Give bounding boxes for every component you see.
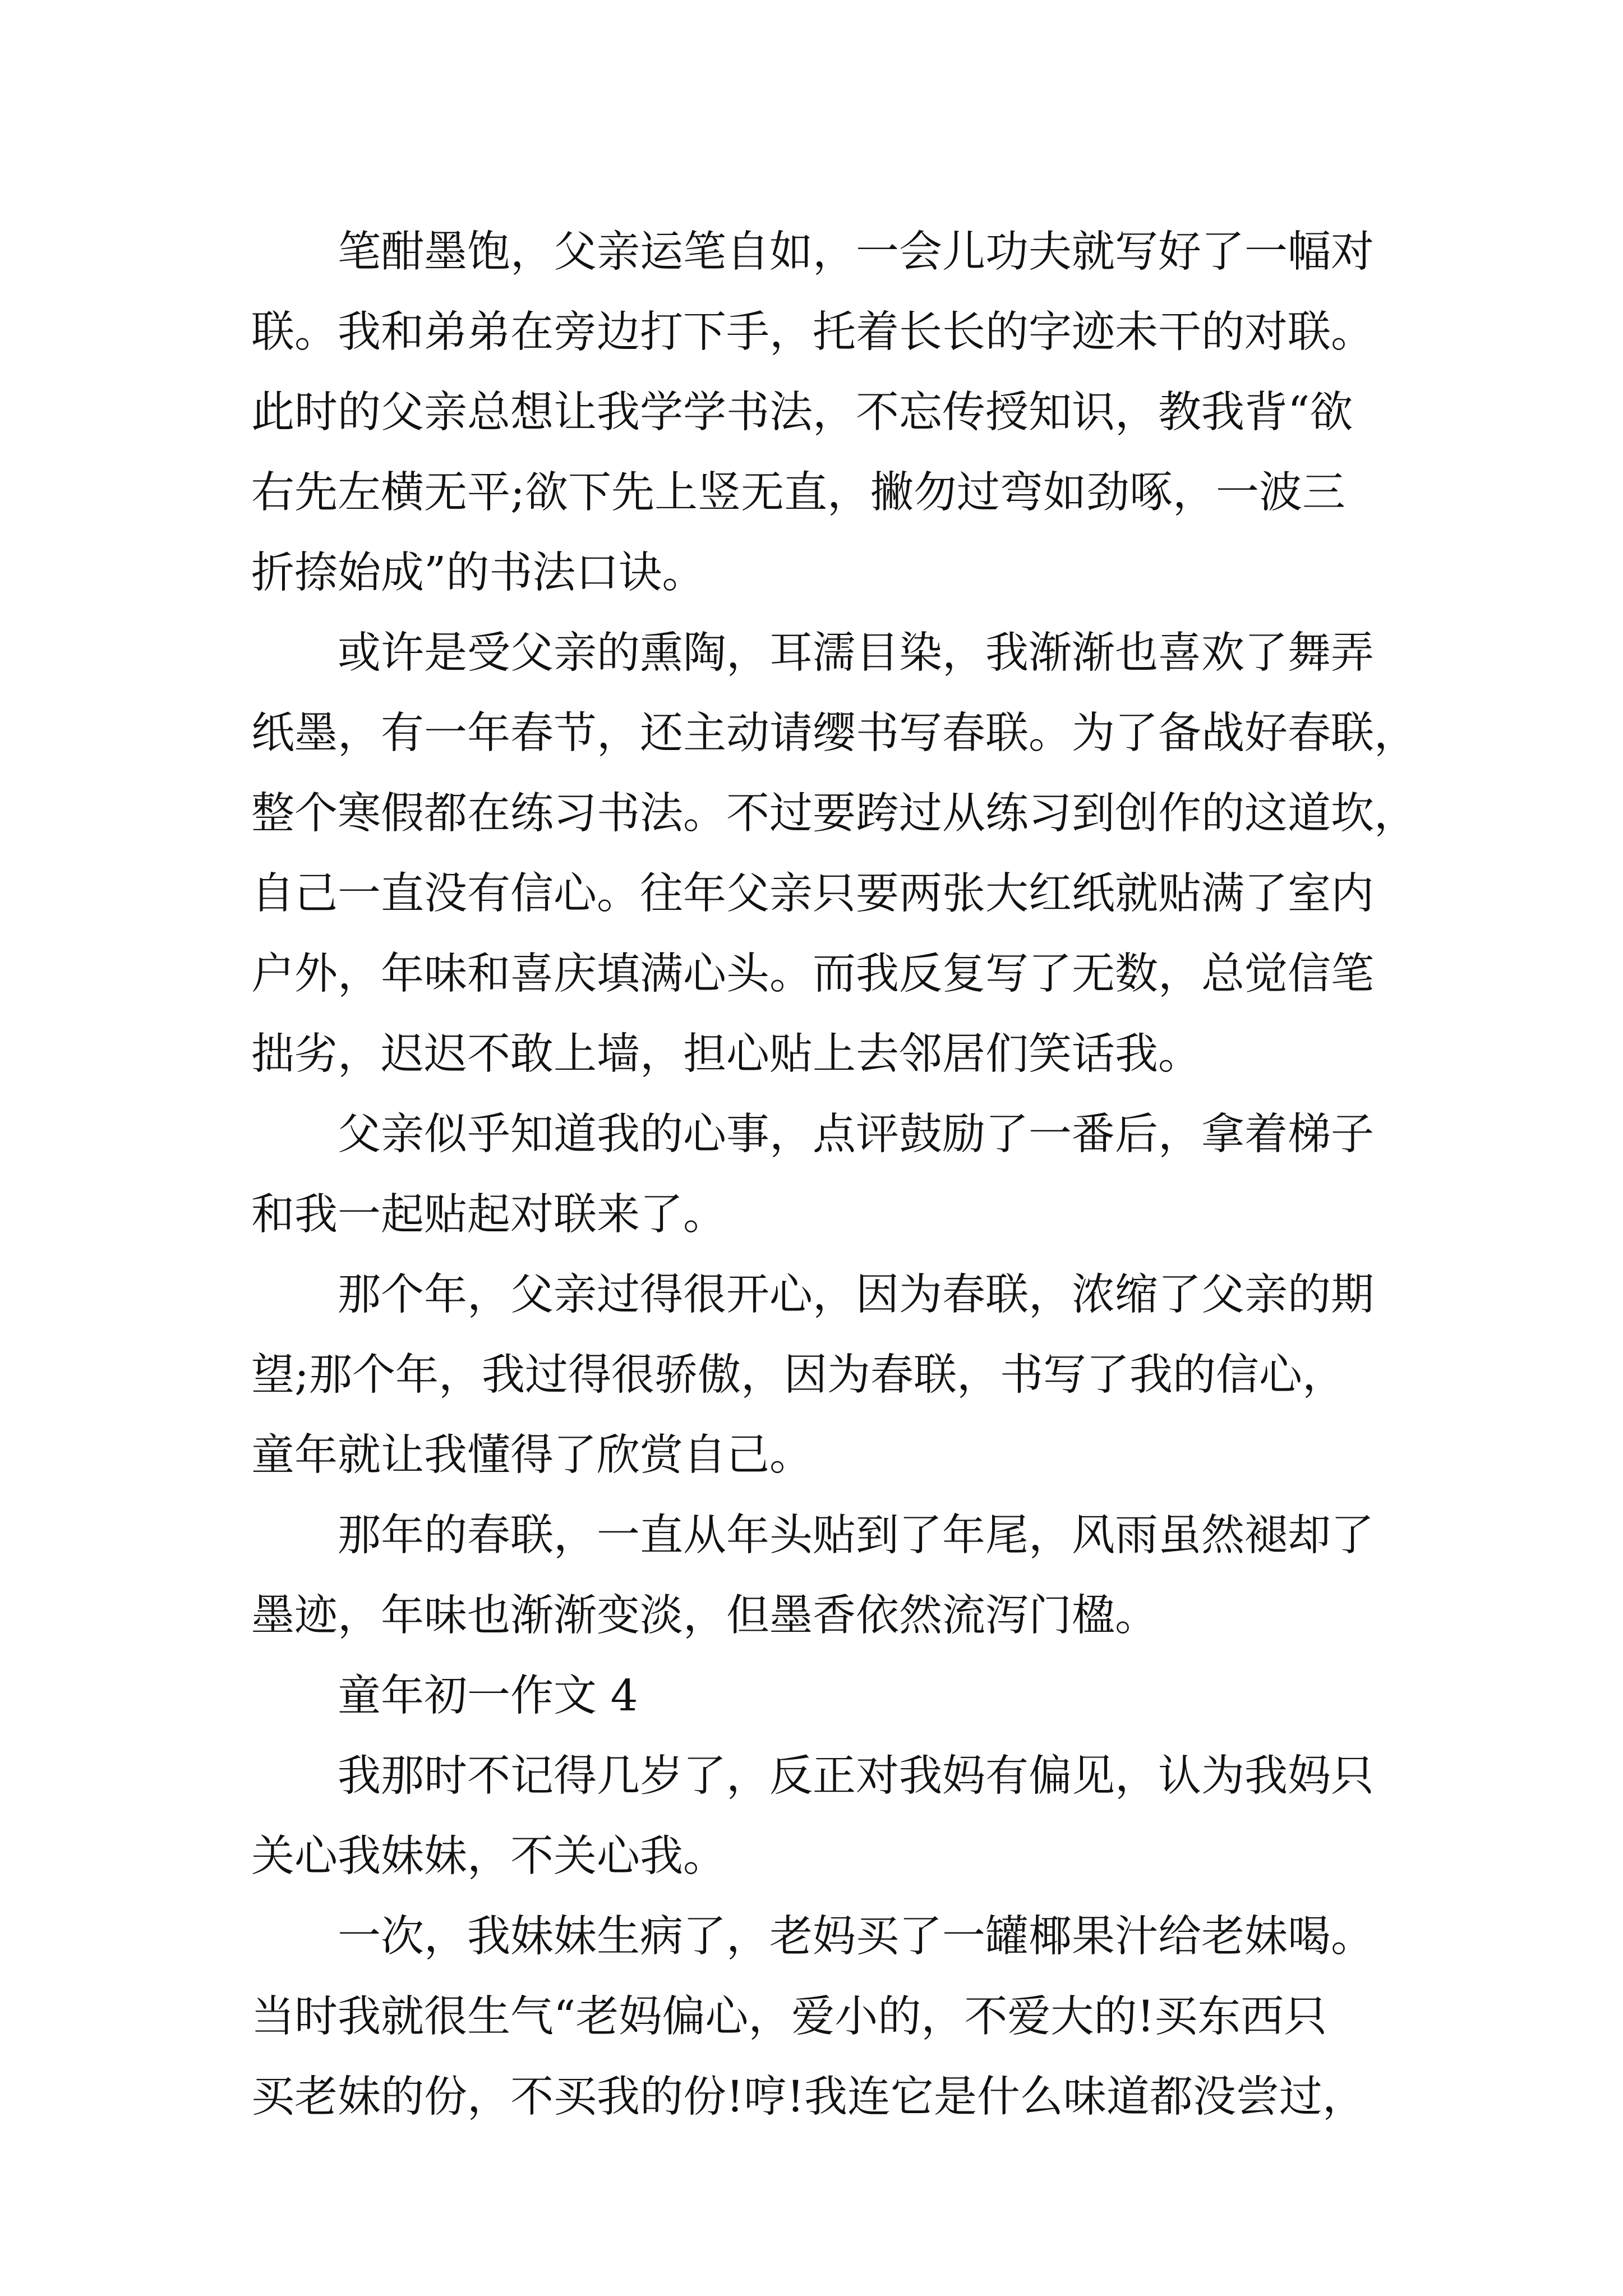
text-line: 父亲似乎知道我的心事，点评鼓励了一番后，拿着梯子 (338, 1110, 1374, 1159)
text-line: 右先左横无平;欲下先上竖无直，撇勿过弯如劲啄，一波三 (251, 468, 1345, 518)
text-line: 那年的春联，一直从年头贴到了年尾，风雨虽然褪却了 (338, 1511, 1374, 1561)
document-body (251, 212, 1417, 2137)
text-line: 此时的父亲总想让我学学书法，不忘传授知识，教我背“欲 (251, 388, 1353, 438)
text-line: 折捺始成”的书法口诀。 (251, 548, 706, 598)
text-line: 纸墨，有一年春节，还主动请缨书写春联。为了备战好春联， (251, 708, 1417, 758)
paragraph-3 (251, 1094, 1373, 1255)
section-heading (251, 1656, 1373, 1736)
text-line: 当时我就很生气“老妈偏心，爱小的，不爱大的!买东西只 (251, 1992, 1327, 2042)
text-line: 望;那个年，我过得很骄傲，因为春联，书写了我的信心， (251, 1350, 1345, 1400)
paragraph-7 (251, 1897, 1373, 2137)
text-line: 整个寒假都在练习书法。不过要跨过从练习到创作的这道坎， (251, 789, 1417, 839)
text-line: 笔酣墨饱，父亲运笔自如，一会儿功夫就写好了一幅对 (338, 227, 1374, 277)
heading-line: 童年初一作文 4 (338, 1671, 638, 1721)
text-line: 一次，我妹妹生病了，老妈买了一罐椰果汁给老妹喝。 (338, 1912, 1374, 1962)
text-line: 关心我妹妹，不关心我。 (251, 1832, 726, 1881)
paragraph-5 (251, 1496, 1373, 1656)
paragraph-6 (251, 1736, 1373, 1897)
text-line: 童年就让我懂得了欣赏自己。 (251, 1430, 813, 1480)
text-line: 或许是受父亲的熏陶，耳濡目染，我渐渐也喜欢了舞弄 (338, 628, 1374, 678)
text-line: 和我一起贴起对联来了。 (251, 1190, 726, 1240)
text-line: 墨迹，年味也渐渐变淡，但墨香依然流泻门楹。 (251, 1591, 1158, 1641)
text-line: 拙劣，迟迟不敢上墙，担心贴上去邻居们笑话我。 (251, 1029, 1201, 1079)
text-line: 我那时不记得几岁了，反正对我妈有偏见，认为我妈只 (338, 1751, 1374, 1801)
text-line: 买老妹的份，不买我的份!哼!我连它是什么味道都没尝过， (251, 2072, 1366, 2122)
text-line: 联。我和弟弟在旁边打下手，托着长长的字迹未干的对联。 (251, 307, 1374, 357)
text-line: 自己一直没有信心。往年父亲只要两张大红纸就贴满了室内 (251, 869, 1374, 919)
paragraph-2 (251, 613, 1417, 1094)
text-line: 那个年，父亲过得很开心，因为春联，浓缩了父亲的期 (338, 1270, 1374, 1320)
text-line: 户外，年味和喜庆填满心头。而我反复写了无数，总觉信笔 (251, 949, 1374, 999)
paragraph-1 (251, 212, 1373, 613)
paragraph-4 (251, 1255, 1373, 1496)
